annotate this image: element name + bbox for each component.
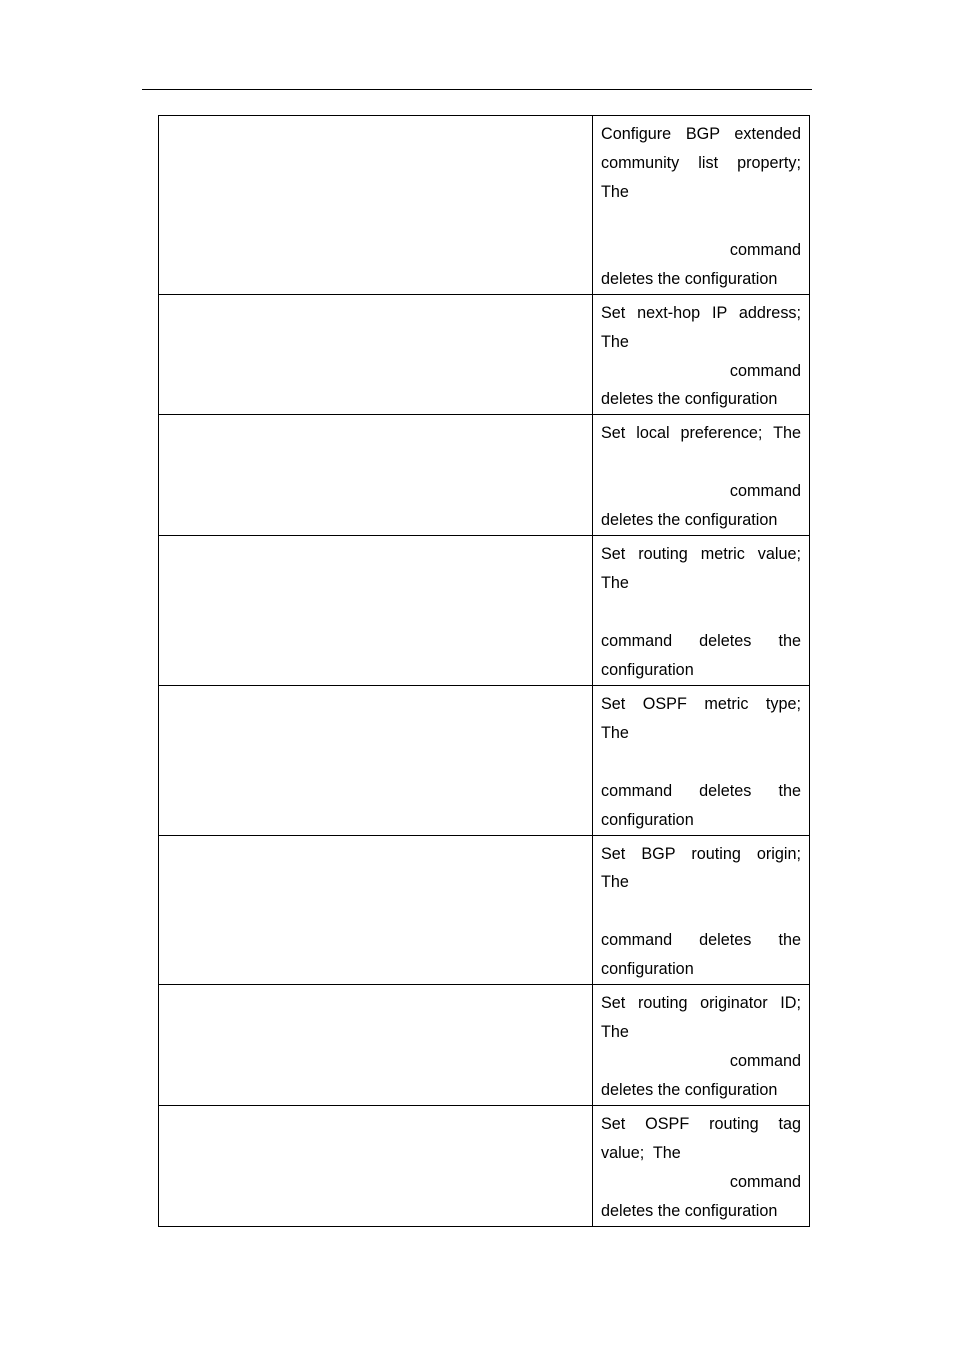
description-line: configuration xyxy=(601,960,694,979)
blank-line xyxy=(601,748,801,777)
description-line: command xyxy=(729,1172,801,1191)
description-cell xyxy=(593,685,810,835)
description-line: deletes the configuration xyxy=(601,390,778,409)
description-line: configuration xyxy=(601,810,694,829)
description-line: The xyxy=(601,873,629,892)
command-cell xyxy=(159,415,593,536)
table-row xyxy=(159,116,810,295)
description-line: Set routing metric value; xyxy=(601,545,801,564)
command-cell xyxy=(159,116,593,295)
description-line: community list property; xyxy=(601,153,801,172)
description-line: Set OSPF routing tag xyxy=(601,1114,801,1133)
table-row xyxy=(159,415,810,536)
description-cell xyxy=(593,1105,810,1226)
header-rule xyxy=(142,89,812,90)
description-line: command xyxy=(729,240,801,259)
description-line: command xyxy=(729,1052,801,1071)
description-line: The xyxy=(601,182,629,201)
blank-line xyxy=(601,207,801,236)
description-line: The xyxy=(601,1023,629,1042)
description-line: value; The xyxy=(601,1143,681,1162)
description-line: Set OSPF metric type; xyxy=(601,694,801,713)
command-cell xyxy=(159,536,593,686)
description-cell xyxy=(593,536,810,686)
description-line: Set BGP routing origin; xyxy=(601,844,801,863)
description-line: command deletes the xyxy=(601,931,801,950)
table-row xyxy=(159,685,810,835)
description-line: The xyxy=(601,574,629,593)
description-line: command deletes the xyxy=(601,631,801,650)
description-line: Set next-hop IP address; xyxy=(601,303,801,322)
command-table xyxy=(158,115,810,1227)
blank-line xyxy=(601,448,801,477)
description-line: command deletes the xyxy=(601,781,801,800)
blank-line xyxy=(601,598,801,627)
description-line: Set local preference; The xyxy=(601,424,801,443)
description-line: Set routing originator ID; xyxy=(601,994,801,1013)
command-cell xyxy=(159,835,593,985)
table-row xyxy=(159,835,810,985)
description-cell xyxy=(593,294,810,415)
table-row xyxy=(159,294,810,415)
table-row xyxy=(159,536,810,686)
description-cell xyxy=(593,985,810,1106)
table-row xyxy=(159,1105,810,1226)
description-line: deletes the configuration xyxy=(601,511,778,530)
description-line: The xyxy=(601,723,629,742)
description-line: The xyxy=(601,332,629,351)
command-cell xyxy=(159,1105,593,1226)
description-line: configuration xyxy=(601,660,694,679)
table-row xyxy=(159,985,810,1106)
description-cell xyxy=(593,415,810,536)
description-line: deletes the configuration xyxy=(601,1201,778,1220)
description-line: command xyxy=(729,482,801,501)
command-cell xyxy=(159,294,593,415)
description-cell xyxy=(593,116,810,295)
command-cell xyxy=(159,685,593,835)
description-line: command xyxy=(729,361,801,380)
description-line: Configure BGP extended xyxy=(601,125,801,143)
description-cell xyxy=(593,835,810,985)
description-line: deletes the configuration xyxy=(601,269,778,288)
command-cell xyxy=(159,985,593,1106)
blank-line xyxy=(601,897,801,926)
description-line: deletes the configuration xyxy=(601,1081,778,1099)
